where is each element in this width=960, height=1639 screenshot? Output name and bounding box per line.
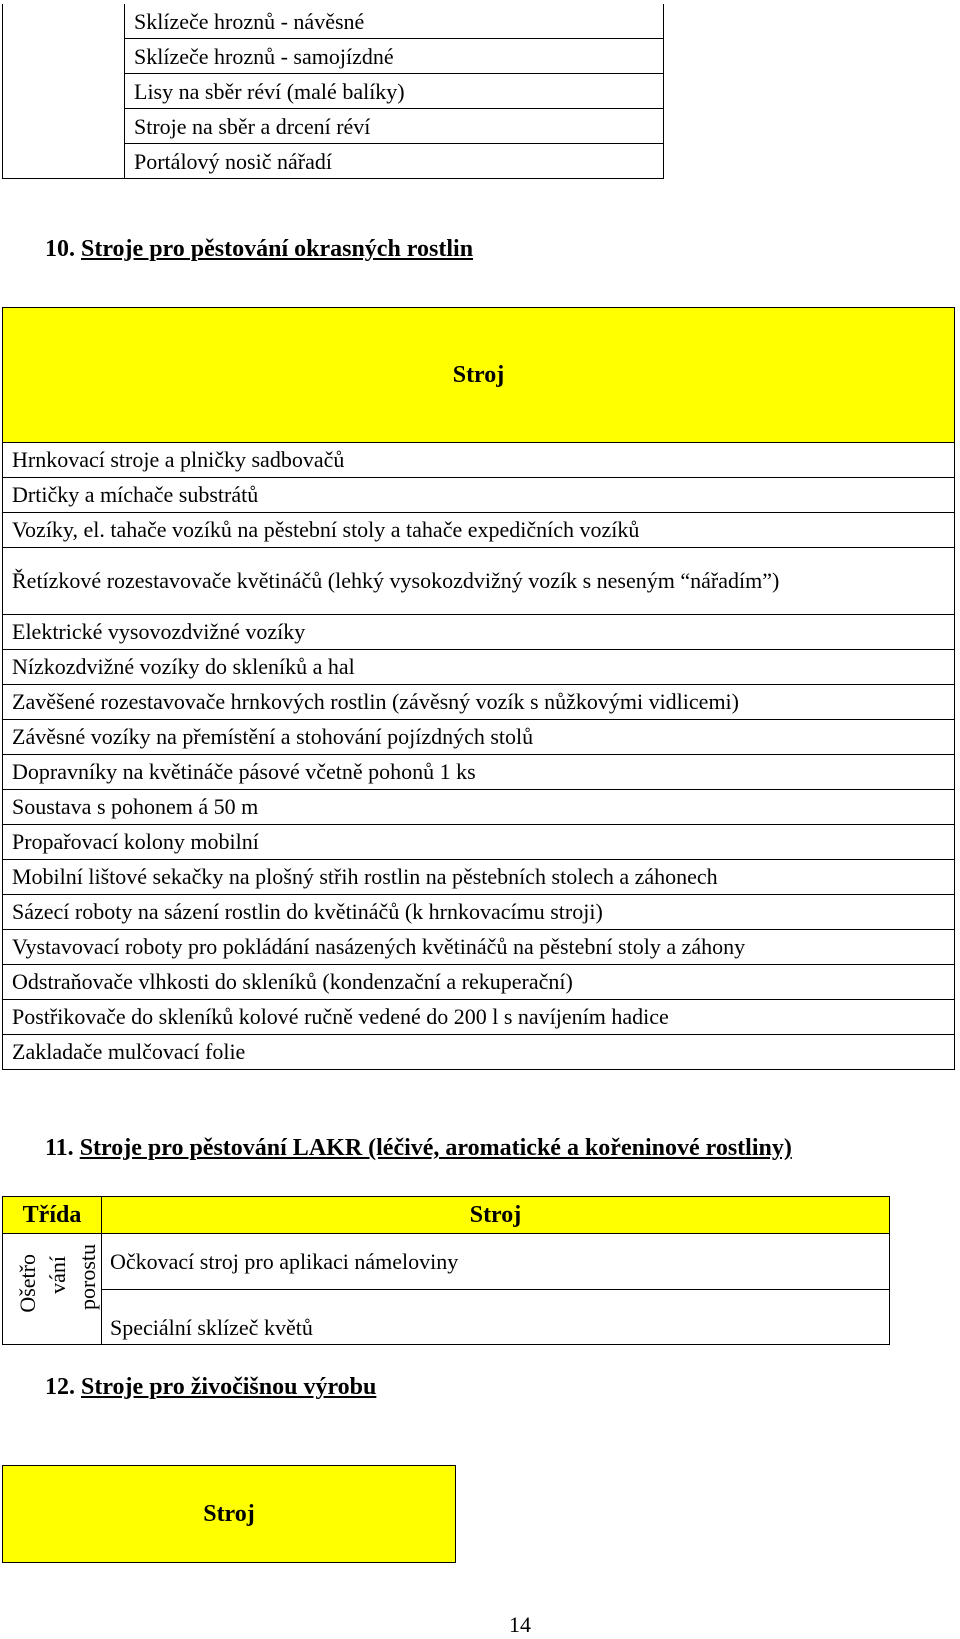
table-row: Stroje na sběr a drcení réví <box>125 109 664 144</box>
table-row: Nízkozdvižné vozíky do skleníků a hal <box>3 650 955 685</box>
class-label-line: porostu <box>75 1244 100 1310</box>
table-row: Zakladače mulčovací folie <box>3 1035 955 1070</box>
section-title: Stroje pro pěstování okrasných rostlin <box>81 236 474 262</box>
class-cell-blank <box>3 4 125 179</box>
table-row: Sklízeče hroznů - samojízdné <box>125 39 664 74</box>
section-11-heading <box>45 1135 792 1162</box>
section-number: 12. <box>45 1374 75 1400</box>
machine-table-lakr <box>2 1196 890 1345</box>
class-cell <box>3 1234 102 1345</box>
table-row: Speciální sklízeč květů <box>102 1289 890 1345</box>
table-header-class: Třída <box>3 1197 102 1234</box>
table-row: Propařovací kolony mobilní <box>3 825 955 860</box>
table-row: Závěsné vozíky na přemístění a stohování pojízdných stolů <box>3 720 955 755</box>
section-10-heading <box>45 236 473 263</box>
table-row: Drtičky a míchače substrátů <box>3 478 955 513</box>
table-row: Sklízeče hroznů - návěsné <box>125 4 664 39</box>
table-row: Portálový nosič nářadí <box>125 144 664 179</box>
machine-table-ornamental <box>2 307 955 1070</box>
table-header-machine: Stroj <box>102 1197 890 1234</box>
page-number: 14 <box>509 1612 531 1637</box>
table-row: Elektrické vysovozdvižné vozíky <box>3 615 955 650</box>
table-row: Očkovací stroj pro aplikaci námeloviny <box>102 1234 890 1290</box>
class-label-line: Ošetřo <box>15 1254 40 1313</box>
table-row: Hrnkovací stroje a plničky sadbovačů <box>3 443 955 478</box>
machine-table-livestock <box>2 1465 456 1563</box>
table-row: Mobilní lištové sekačky na plošný střih rostlin na pěstebních stolech a záhonech <box>3 860 955 895</box>
table-header-machine: Stroj <box>3 308 955 443</box>
table-row: Lisy na sběr réví (malé balíky) <box>125 74 664 109</box>
section-number: 11. <box>45 1135 74 1161</box>
table-row: Odstraňovače vlhkosti do skleníků (kondenzační a rekuperační) <box>3 965 955 1000</box>
table-row: Dopravníky na květináče pásové včetně pohonů 1 ks <box>3 755 955 790</box>
table-row: Postřikovače do skleníků kolové ručně vedené do 200 l s navíjením hadice <box>3 1000 955 1035</box>
machine-table-previous <box>2 4 664 179</box>
table-row: Sázecí roboty na sázení rostlin do květináčů (k hrnkovacímu stroji) <box>3 895 955 930</box>
table-row: Soustava s pohonem á 50 m <box>3 790 955 825</box>
table-header-machine: Stroj <box>3 1466 456 1563</box>
table-row: Vystavovací roboty pro pokládání nasázených květináčů na pěstební stoly a záhony <box>3 930 955 965</box>
section-title: Stroje pro pěstování LAKR (léčivé, aromatické a kořeninové rostliny) <box>79 1135 792 1161</box>
section-number: 10. <box>45 236 75 262</box>
table-row: Vozíky, el. tahače vozíků na pěstební stoly a tahače expedičních vozíků <box>3 513 955 548</box>
section-title: Stroje pro živočišnou výrobu <box>81 1374 377 1400</box>
section-12-heading <box>45 1374 376 1401</box>
table-row: Zavěšené rozestavovače hrnkových rostlin (závěsný vozík s nůžkovými vidlicemi) <box>3 685 955 720</box>
class-label-line: vání <box>45 1256 70 1294</box>
table-row: Řetízkové rozestavovače květináčů (lehký vysokozdvižný vozík s neseným “nářadím”) <box>3 548 955 615</box>
